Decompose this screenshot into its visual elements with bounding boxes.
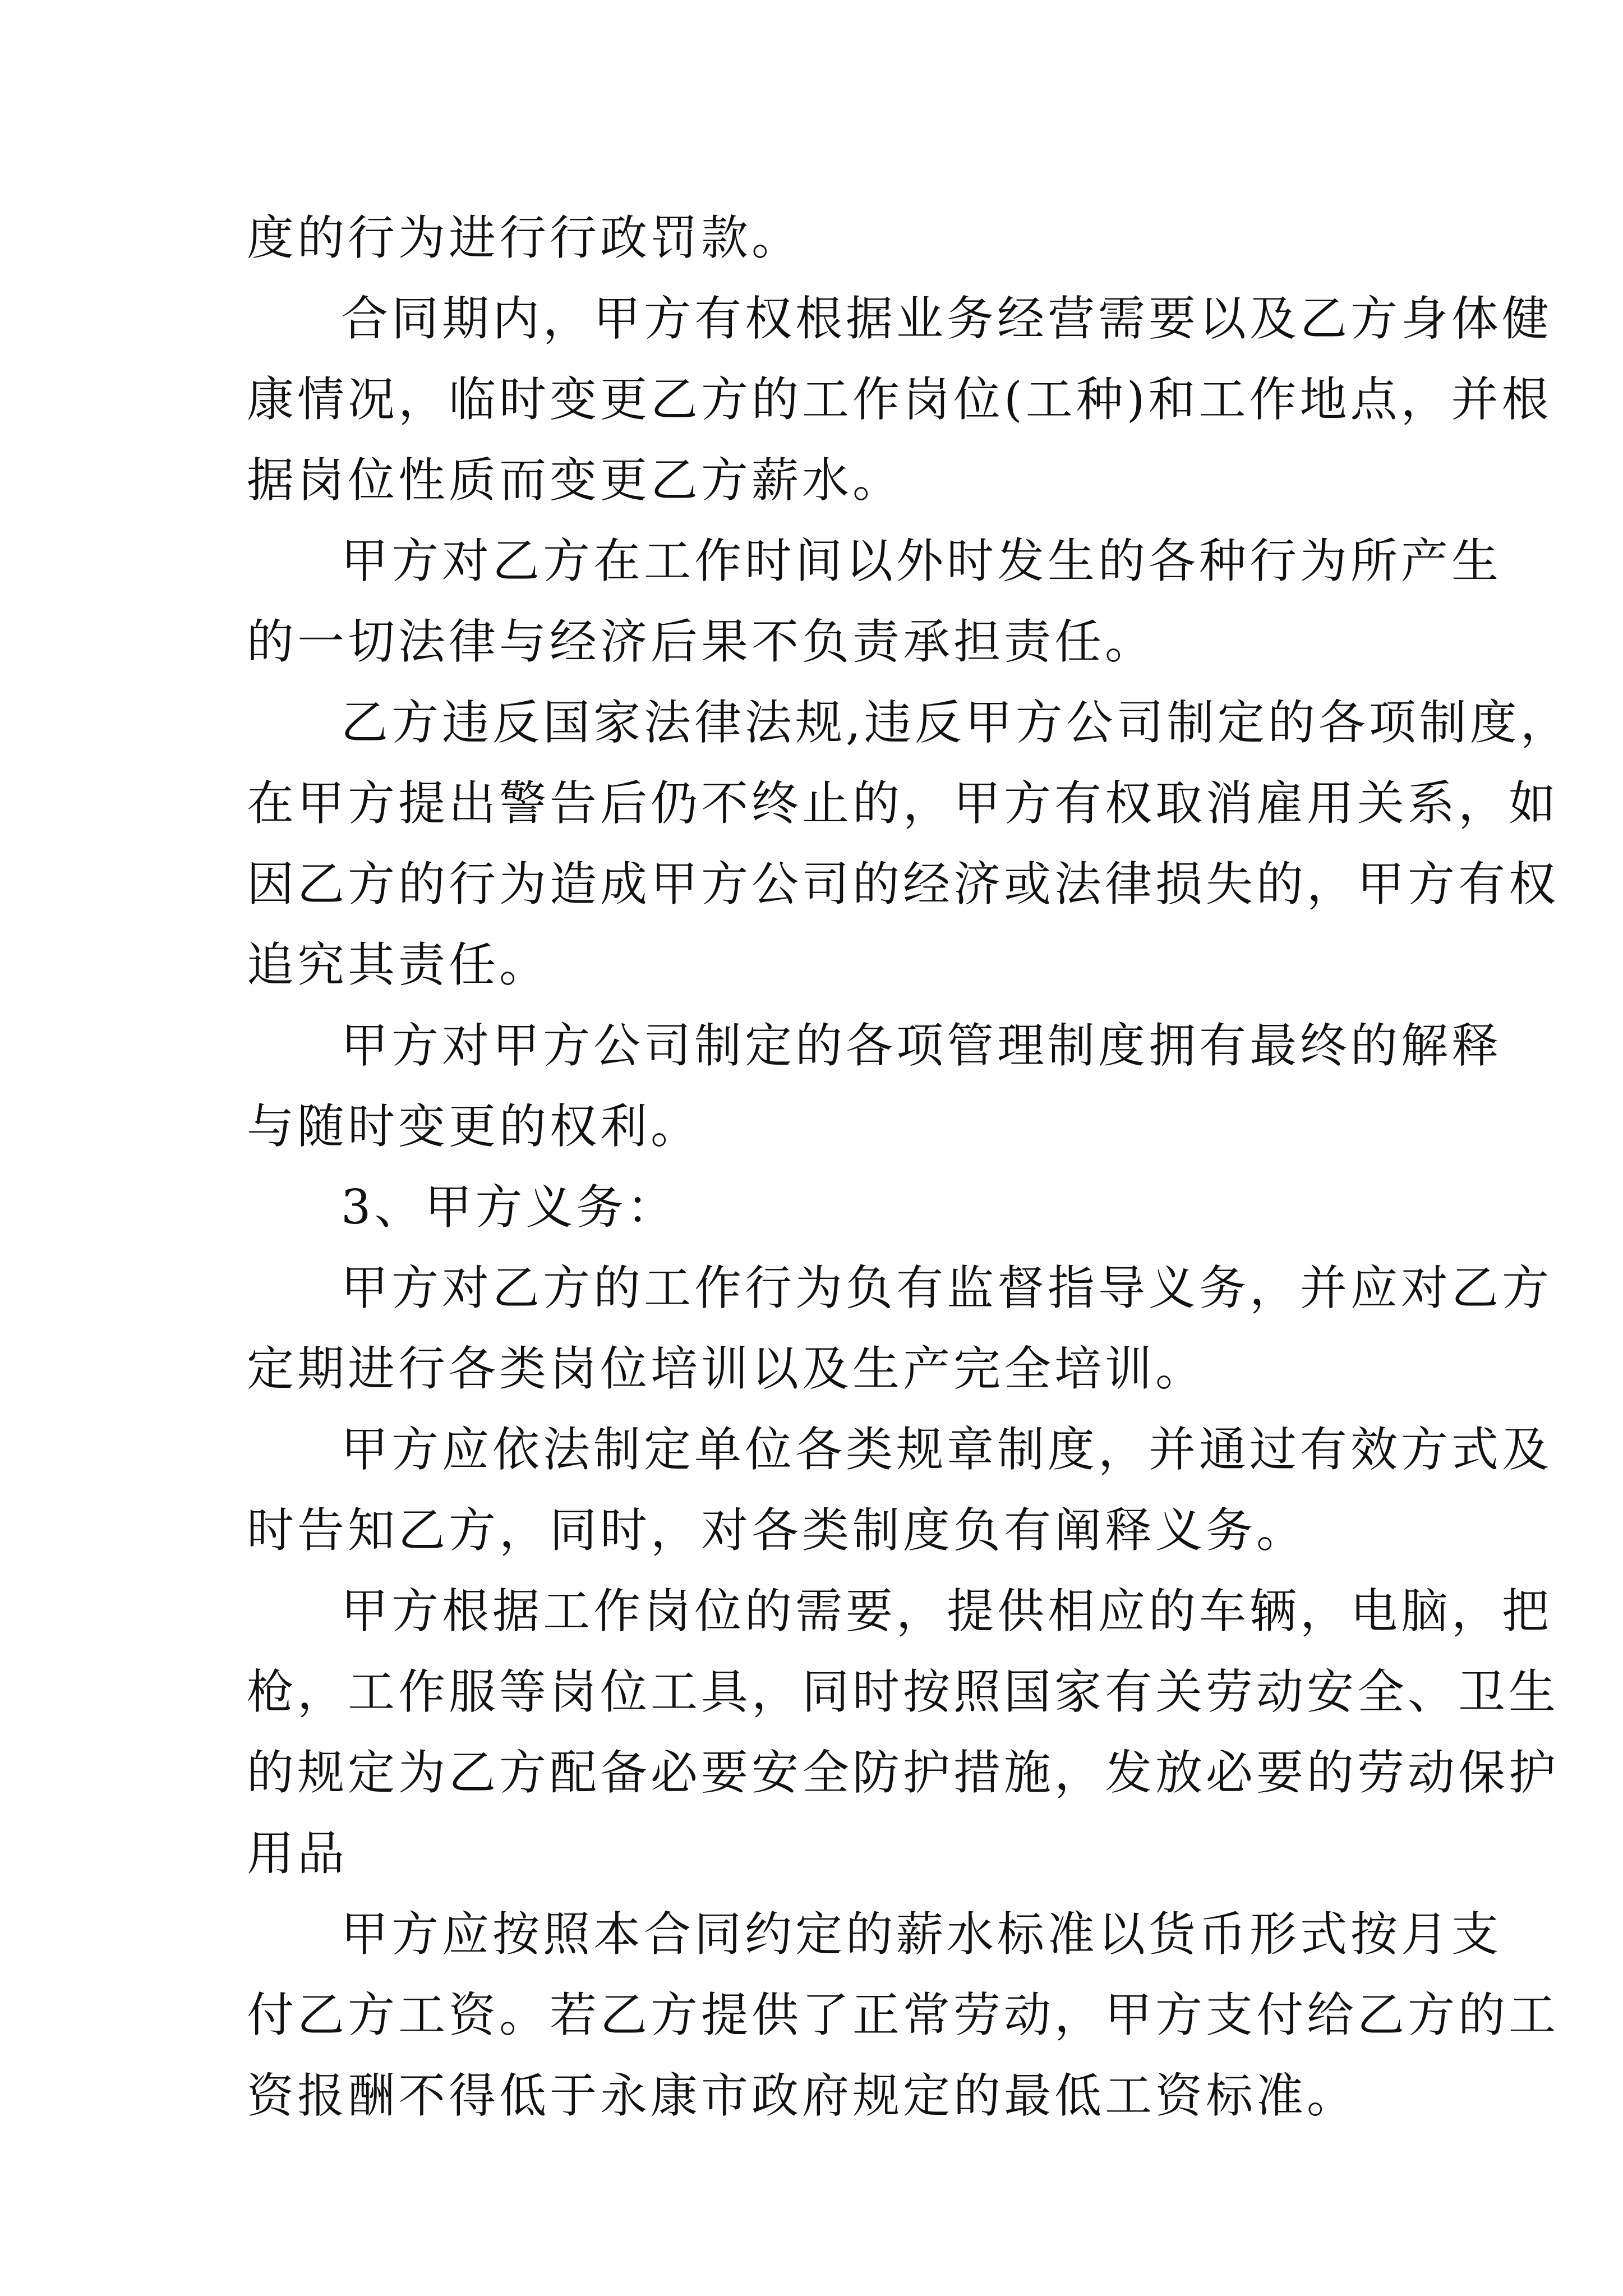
text-line: 因乙方的行为造成甲方公司的经济或法律损失的，甲方有权 [247,857,1560,912]
text-line: 追究其责任。 [247,937,550,992]
text-line: 乙方违反国家法律法规,违反甲方公司制定的各项制度， [341,695,1571,750]
text-line: 合同期内，甲方有权根据业务经营需要以及乙方身体健 [341,291,1553,346]
text-line: 甲方根据工作岗位的需要，提供相应的车辆，电脑，把 [341,1584,1553,1639]
text-line: 度的行为进行行政罚款。 [247,210,803,265]
text-line: 甲方对乙方在工作时间以外时发生的各种行为所产生 [341,533,1502,588]
document-body [247,197,1571,2136]
text-line: 枪，工作服等岗位工具，同时按照国家有关劳动安全、卫生 [247,1664,1560,1719]
text-line: 的一切法律与经济后果不负责承担责任。 [247,614,1156,669]
text-line: 甲方应按照本合同约定的薪水标准以货币形式按月支 [341,1907,1502,1962]
text-line: 的规定为乙方配备必要安全防护措施，发放必要的劳动保护 [247,1745,1560,1800]
text-line: 时告知乙方，同时，对各类制度负有阐释义务。 [247,1503,1307,1558]
text-line: 甲方对乙方的工作行为负有监督指导义务，并应对乙方 [341,1260,1553,1315]
text-line: 在甲方提出警告后仍不终止的，甲方有权取消雇用关系，如 [247,776,1560,831]
text-line: 资报酬不得低于永康市政府规定的最低工资标准。 [247,2068,1358,2123]
text-line: 康情况，临时变更乙方的工作岗位(工种)和工作地点，并根 [247,372,1552,427]
text-line: 用品 [247,1826,348,1881]
text-line: 据岗位性质而变更乙方薪水。 [247,453,903,508]
text-line: 甲方对甲方公司制定的各项管理制度拥有最终的解释 [341,1018,1502,1073]
section-heading: 3、甲方义务： [341,1180,677,1235]
text-line: 与随时变更的权利。 [247,1099,702,1154]
text-line: 甲方应依法制定单位各类规章制度，并通过有效方式及 [341,1422,1553,1477]
text-line: 定期进行各类岗位培训以及生产完全培训。 [247,1341,1206,1396]
text-line: 付乙方工资。若乙方提供了正常劳动，甲方支付给乙方的工 [247,1987,1560,2042]
